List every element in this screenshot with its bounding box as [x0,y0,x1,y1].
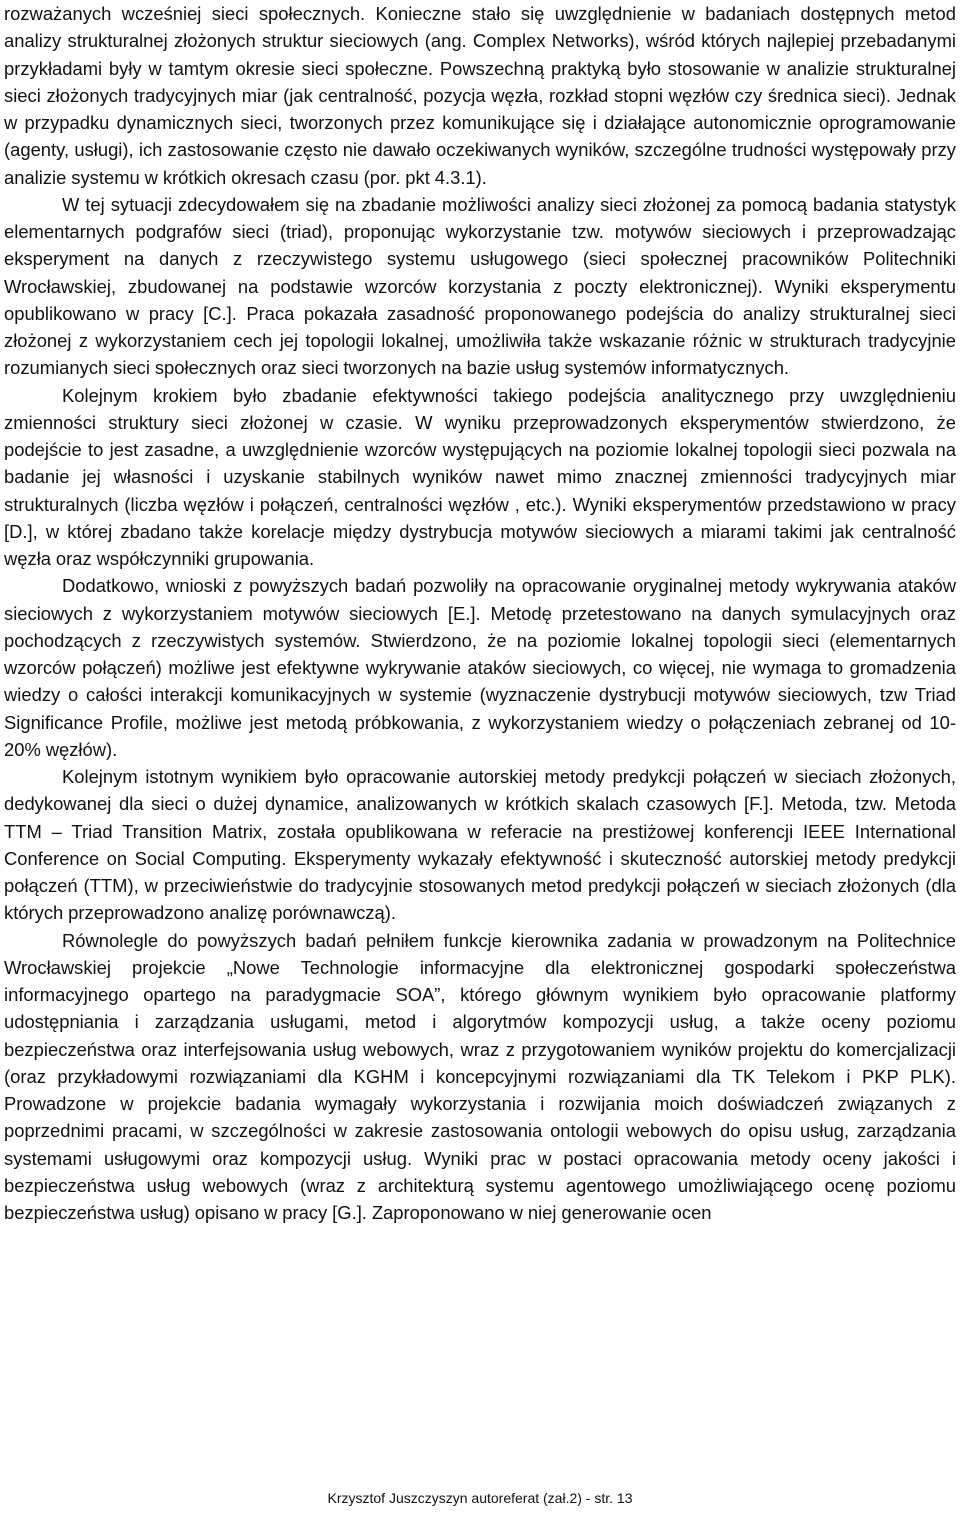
paragraph-attack-detection: Dodatkowo, wnioski z powyższych badań pozwoliły na opracowanie oryginalnej metody wykrywania ataków sieciowych z wykorzystaniem motywów sieciowych [E.]. Metodę przetestowano na danych symulacyjnych oraz pochodzących z rzeczywistych systemów. Stwierdzono, że na poziomie lokalnej topologii sieci (elementarnych wzorców połączeń) możliwe jest efektywne wykrywanie ataków sieciowych, co więcej, nie wymaga to gromadzenia wiedzy o całości interakcji komunikacyjnych w systemie (wyznaczenie dystrybucji motywów sieciowych, tzw Triad Significance Profile, możliwe jest metodą próbkowania, z wykorzystaniem wiedzy o połączeniach zebranej od 10-20% węzłów). [4,575,956,760]
paragraph-dynamics: Kolejnym krokiem było zbadanie efektywności takiego podejścia analitycznego przy uwzględnieniu zmienności struktury sieci złożonej w czasie. W wyniku przeprowadzonych eksperymentów stwierdzono, że podejście to jest zasadne, a uwzględnienie wzorców występujących na poziomie lokalnej topologii sieci pozwala na badanie jej własności i uzyskanie stabilnych wyników nawet mimo znacznej zmienności tradycyjnych miar strukturalnych (liczba węzłów i połączeń, centralności węzłów , etc.). Wyniki eksperymentów przedstawiono w pracy [D.], w której zbadano także korelacje między dystrybucja motywów sieciowych a miarami takimi jak centralność węzła oraz współczynniki grupowania. [4,384,956,569]
paragraph-link-prediction: Kolejnym istotnym wynikiem było opracowanie autorskiej metody predykcji połączeń w sieciach złożonych, dedykowanej dla sieci o dużej dynamice, analizowanych w krótkich skalach czasowych [F.]. Metoda, tzw. Metoda TTM – Triad Transition Matrix, została opublikowana w referacie na prestiżowej konferencji IEEE International Conference on Social Computing. Eksperymenty wykazały efektywność i skuteczność autorskiej metody predykcji połączeń (TTM), w przeciwieństwie do tradycyjnie stosowanych metod predykcji połączeń w sieciach złożonych (dla których przeprowadzono analizę porównawczą). [4,766,956,924]
paragraph-motifs: W tej sytuacji zdecydowałem się na zbadanie możliwości analizy sieci złożonej za pomocą badania statystyk elementarnych podgrafów sieci (triad), proponując wykorzystanie tzw. motywów sieciowych i przeprowadzając eksperyment na danych z rzeczywistego systemu usługowego (sieci społecznej pracowników Politechniki Wrocławskiej, zbudowanej na podstawie wzorców korzystania z poczty elektronicznej). Wyniki eksperymentu opublikowano w pracy [C.]. Praca pokazała zasadność proponowanego podejścia do analizy strukturalnej sieci złożonej z wykorzystaniem cech jej topologii lokalnej, umożliwiła także wskazanie różnic w strukturach tradycyjnie rozumianych sieci społecznych oraz sieci tworzonych na bazie usług systemów informatycznych. [4,193,956,379]
paragraph-soa-project: Równolegle do powyższych badań pełniłem funkcje kierownika zadania w prowadzonym na Politechnice Wrocławskiej projekcie „Nowe Technologie informacyjne dla elektronicznej gospodarki społeczeństwa informacyjnego opartego na paradygmacie SOA”, którego głównym wynikiem było opracowanie platformy udostępniania i zarządzania usługami, metod i algorytmów kompozycji usług, a także oceny poziomu bezpieczeństwa oraz interfejsowania usług webowych, wraz z przygotowaniem wyników projektu do komercjalizacji (oraz przykładowymi rozwiązaniami dla KGHM i koncepcyjnymi rozwiązaniami dla TK Telekom i PKP PLK). Prowadzone w projekcie badania wymagały wykorzystania i rozwijania moich doświadczeń związanych z poprzednimi pracami, w szczególności w zakresie zastosowania ontologii webowych do opisu usług, zarządzania systemami usługowymi oraz kompozycji usług. Wyniki prac w postaci opracowania metody oceny jakości i bezpieczeństwa usług webowych (wraz z architekturą systemu agentowego umożliwiającego ocenę poziomu bezpieczeństwa usług) opisano w pracy [G.]. Zaproponowano w niej generowanie ocen [4,929,956,1223]
paragraph-continuation: rozważanych wcześniej sieci społecznych. Konieczne stało się uwzględnienie w badaniach dostępnych metod analizy strukturalnej złożonych struktur sieciowych (ang. Complex Networks), wśród których najlepiej przebadanymi przykładami były w tamtym okresie sieci społeczne. Powszechną praktyką było stosowanie w analizie strukturalnej sieci złożonych tradycyjnych miar (jak centralność, pozycja węzła, rozkład stopni węzłów czy średnica sieci). Jednak w przypadku dynamicznych sieci, tworzonych przez komunikujące się i działające autonomicznie oprogramowanie (agenty, usługi), ich zastosowanie często nie dawało oczekiwanych wyników, szczególne trudności występowały przy analizie systemu w krótkich okresach czasu (por. pkt 4.3.1). [4,3,956,188]
page-footer: Krzysztof Juszczyszyn autoreferat (zał.2) - str. 13 [327,1490,633,1506]
document-body [4,0,956,1226]
